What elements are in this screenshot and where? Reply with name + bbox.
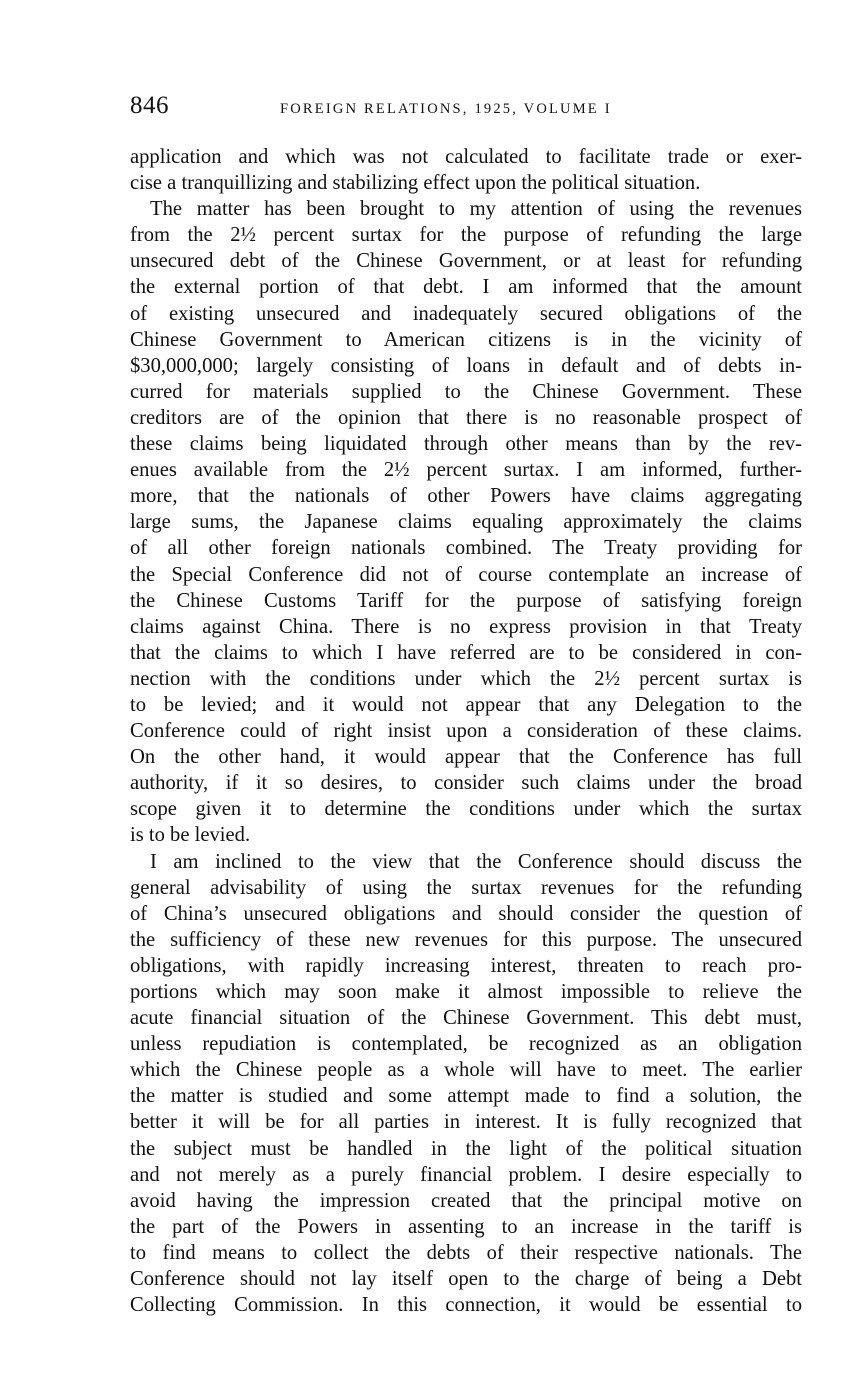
text-line: claims against China. There is no express provision in that Treaty: [130, 615, 802, 638]
page-header: [130, 92, 802, 132]
text-line: that the claims to which I have referred are to be considered in con-: [130, 641, 802, 664]
text-line: enues available from the 2½ percent surtax. I am informed, further-: [130, 459, 802, 482]
text-line: curred for materials supplied to the Chinese Government. These: [130, 380, 802, 403]
text-line: acute financial situation of the Chinese Government. This debt must,: [130, 1007, 802, 1030]
text-line: avoid having the impression created that the principal motive on: [130, 1189, 802, 1212]
text-line: I am inclined to the view that the Conference should discuss the: [150, 850, 802, 873]
text-line: general advisability of using the surtax revenues for the refunding: [130, 876, 802, 899]
page-number: 846: [130, 92, 169, 119]
text-line: cise a tranquillizing and stabilizing effect upon the political situation.: [130, 172, 701, 195]
text-line: unsecured debt of the Chinese Government, or at least for refunding: [130, 250, 802, 273]
body-text: [130, 144, 802, 1318]
text-line: of existing unsecured and inadequately secured obligations of the: [130, 302, 802, 325]
text-line: of China’s unsecured obligations and should consider the question of: [130, 902, 802, 925]
text-line: the subject must be handled in the light of the political situation: [130, 1137, 802, 1160]
text-line: unless repudiation is contemplated, be recognized as an obligation: [130, 1033, 802, 1056]
text-line: the part of the Powers in assenting to an increase in the tariff is: [130, 1215, 802, 1238]
text-line: Conference should not lay itself open to the charge of being a Debt: [130, 1268, 802, 1291]
text-line: to be levied; and it would not appear that any Delegation to the: [130, 693, 802, 716]
text-line: the Special Conference did not of course contemplate an increase of: [130, 563, 802, 586]
text-line: these claims being liquidated through other means than by the rev-: [130, 433, 802, 456]
text-line: creditors are of the opinion that there is no reasonable prospect of: [130, 406, 802, 429]
text-line: authority, if it so desires, to consider such claims under the broad: [130, 772, 802, 795]
text-line: The matter has been brought to my attention of using the revenues: [150, 198, 802, 221]
text-line: better it will be for all parties in interest. It is fully recognized that: [130, 1111, 802, 1134]
text-line: On the other hand, it would appear that the Conference has full: [130, 746, 802, 769]
text-line: Collecting Commission. In this connection, it would be essential to: [130, 1294, 802, 1317]
text-line: nection with the conditions under which the 2½ percent surtax is: [130, 667, 802, 690]
text-line: and not merely as a purely financial problem. I desire especially to: [130, 1163, 802, 1186]
document-page: [130, 92, 802, 1318]
text-line: of all other foreign nationals combined. The Treaty providing for: [130, 537, 802, 560]
running-head: FOREIGN RELATIONS, 1925, VOLUME I: [280, 101, 612, 117]
text-line: the Chinese Customs Tariff for the purpose of satisfying foreign: [130, 589, 802, 612]
text-line: is to be levied.: [130, 824, 251, 847]
text-line: the sufficiency of these new revenues for this purpose. The unsecured: [130, 928, 802, 951]
text-line: more, that the nationals of other Powers have claims aggregating: [130, 485, 802, 508]
text-line: Conference could of right insist upon a consideration of these claims.: [130, 720, 802, 743]
text-line: $30,000,000; largely consisting of loans in default and of debts in-: [130, 354, 802, 377]
text-line: portions which may soon make it almost impossible to relieve the: [130, 981, 802, 1003]
text-line: application and which was not calculated to facilitate trade or exer-: [130, 146, 802, 168]
text-line: large sums, the Japanese claims equaling approximately the claims: [130, 511, 802, 534]
text-line: which the Chinese people as a whole will have to meet. The earlier: [130, 1059, 802, 1082]
text-line: Chinese Government to American citizens is in the vicinity of: [130, 328, 802, 351]
text-line: the external portion of that debt. I am informed that the amount: [130, 276, 802, 299]
text-line: scope given it to determine the conditions under which the surtax: [130, 798, 802, 821]
text-line: the matter is studied and some attempt made to find a solution, the: [130, 1085, 802, 1108]
text-line: to find means to collect the debts of their respective nationals. The: [130, 1241, 802, 1264]
text-line: obligations, with rapidly increasing interest, threaten to reach pro-: [130, 954, 802, 977]
text-line: from the 2½ percent surtax for the purpose of refunding the large: [130, 224, 802, 247]
